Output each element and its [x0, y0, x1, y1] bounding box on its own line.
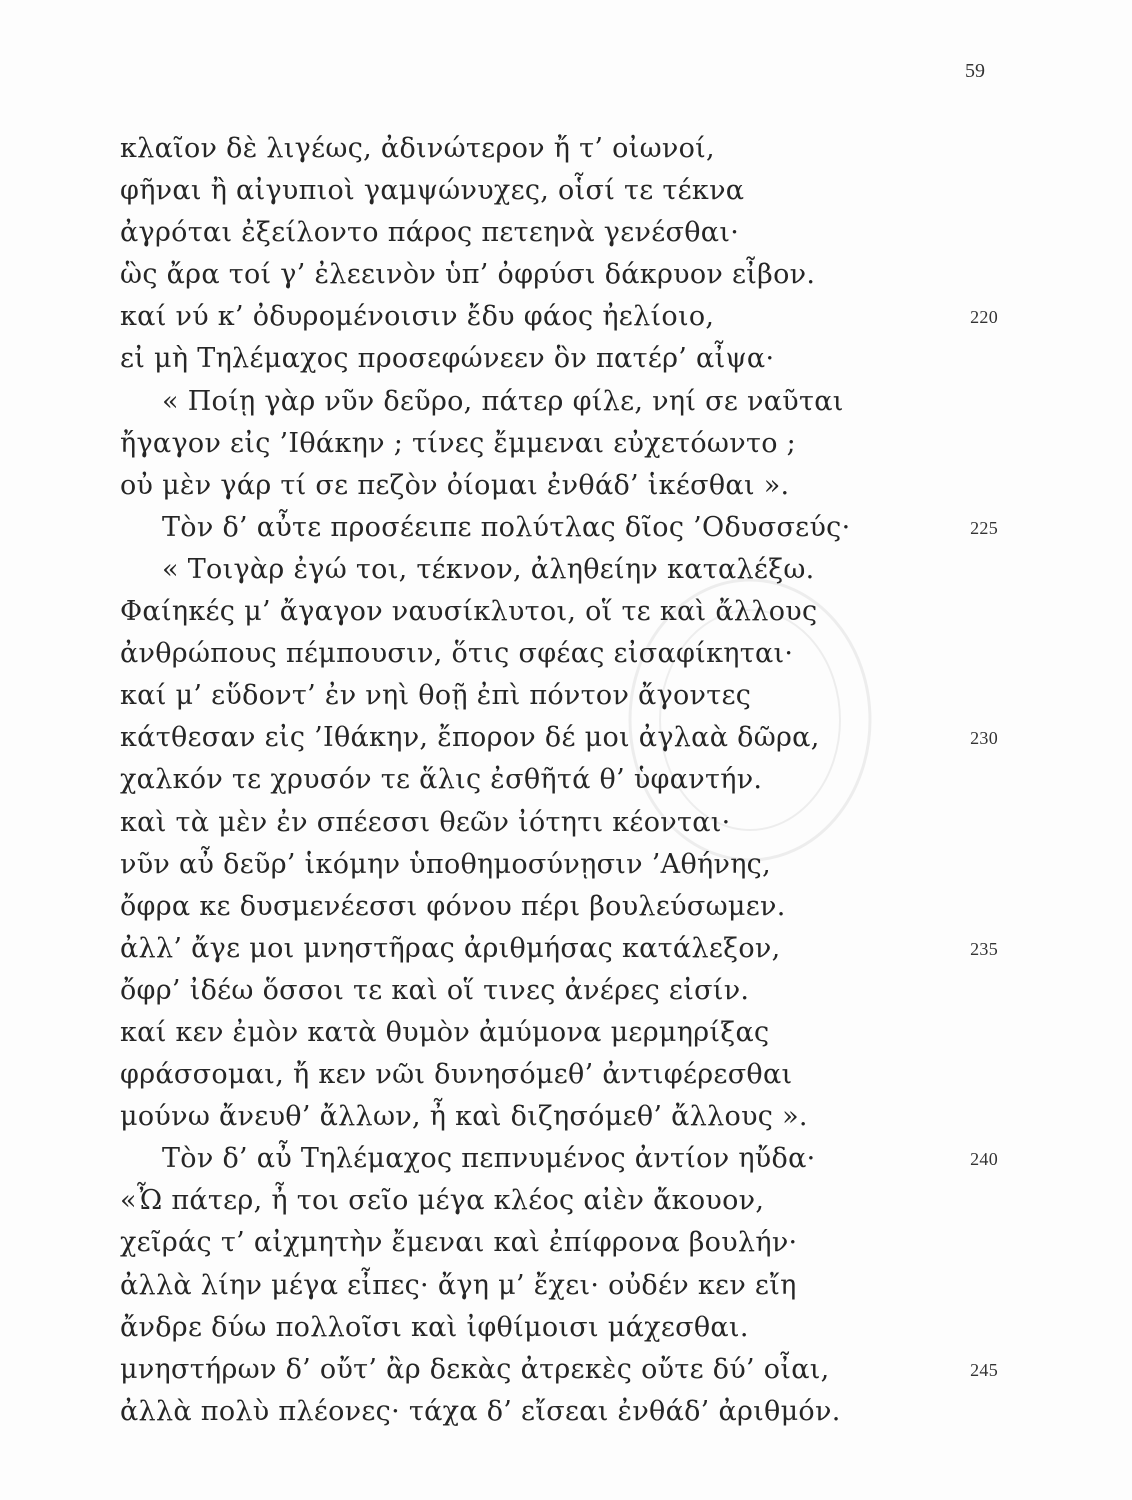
line-number: 220 — [970, 307, 998, 328]
verse-text: εἰ μὴ Τηλέμαχος προσεφώνεεν ὃν πατέρ’ αἶψα· — [120, 343, 775, 375]
verse-text: ἤγαγον εἰς ’Ιθάκην ; τίνες ἔμμεναι εὐχετόωντο ; — [120, 427, 797, 459]
verse-line — [120, 423, 1000, 465]
verse-line — [120, 1012, 1000, 1054]
verse-text: ἀλλ’ ἄγε μοι μνηστῆρας ἀριθμήσας κατάλεξον, — [120, 932, 781, 964]
verse-line — [120, 1054, 1000, 1096]
verse-line — [120, 633, 1000, 675]
verse-text: ἀγρόται ἐξείλοντο πάρος πετεηνὰ γενέσθαι· — [120, 217, 740, 249]
verse-text: ὄφρα κε δυσμενέεσσι φόνου πέρι βουλεύσωμεν. — [120, 890, 786, 922]
verse-line — [120, 675, 1000, 717]
verse-text: ὄφρ’ ἰδέω ὅσσοι τε καὶ οἵ τινες ἀνέρες εἰσίν. — [120, 974, 750, 1006]
verse-text: νῦν αὖ δεῦρ’ ἱκόμην ὑποθημοσύνῃσιν ’Αθήνης, — [120, 848, 771, 880]
verse-text: φράσσομαι, ἤ κεν νῶι δυνησόμεθ’ ἀντιφέρεσθαι — [120, 1059, 793, 1091]
verse-text: ἀλλὰ πολὺ πλέονες· τάχα δ’ εἴσεαι ἐνθάδ’ ἀριθμόν. — [120, 1395, 841, 1427]
verse-line — [120, 338, 1000, 380]
verse-line — [120, 212, 1000, 254]
verse-line — [120, 170, 1000, 212]
verse-text: κάτθεσαν εἰς ’Ιθάκην, ἔπορον δέ μοι ἀγλαὰ δῶρα, — [120, 722, 820, 754]
verse-line — [120, 844, 1000, 886]
verse-line — [120, 549, 1000, 591]
verse-text: καί νύ κ’ ὀδυρομένοισιν ἔδυ φάος ἠελίοιο, — [120, 301, 715, 333]
verse-text: Τὸν δ’ αὖ Τηλέμαχος πεπνυμένος ἀντίον ηὔδα· — [162, 1143, 816, 1175]
verse-block — [120, 128, 1000, 1433]
verse-line — [120, 970, 1000, 1012]
verse-text: καὶ τὰ μὲν ἐν σπέεσσι θεῶν ἰότητι κέονται· — [120, 806, 731, 838]
verse-line — [120, 1265, 1000, 1307]
verse-line — [120, 254, 1000, 296]
verse-text: ἀνθρώπους πέμπουσιν, ὅτις σφέας εἰσαφίκηται· — [120, 638, 794, 670]
verse-line — [120, 1222, 1000, 1264]
line-number: 240 — [970, 1149, 998, 1170]
verse-line — [120, 886, 1000, 928]
verse-text: χεῖράς τ’ αἰχμητὴν ἔμεναι καὶ ἐπίφρονα βουλήν· — [120, 1227, 798, 1259]
line-number: 235 — [970, 938, 998, 959]
verse-text: ἄνδρε δύω πολλοῖσι καὶ ἰφθίμοισι μάχεσθαι. — [120, 1311, 749, 1343]
verse-text: « Τοιγὰρ ἐγώ τοι, τέκνον, ἀληθείην καταλέξω. — [162, 553, 815, 585]
verse-text: ἀλλὰ λίην μέγα εἶπες· ἄγη μ’ ἔχει· οὐδέν κεν εἴη — [120, 1269, 797, 1301]
verse-line — [120, 296, 1000, 338]
verse-text: μούνω ἄνευθ’ ἄλλων, ἦ καὶ διζησόμεθ’ ἄλλους ». — [120, 1101, 808, 1133]
verse-line — [120, 1096, 1000, 1138]
verse-text: «Ὦ πάτερ, ἦ τοι σεῖο μέγα κλέος αἰὲν ἄκουον, — [120, 1185, 765, 1217]
line-number: 230 — [970, 728, 998, 749]
verse-line — [120, 465, 1000, 507]
verse-text: « Ποίῃ γὰρ νῦν δεῦρο, πάτερ φίλε, νηί σε ναῦται — [162, 385, 844, 417]
verse-text: Τὸν δ’ αὖτε προσέειπε πολύτλας δῖος ’Οδυσσεύς· — [162, 511, 851, 543]
line-number: 225 — [970, 517, 998, 538]
verse-line — [120, 1138, 1000, 1180]
verse-text: οὐ μὲν γάρ τί σε πεζὸν ὀίομαι ἐνθάδ’ ἱκέσθαι ». — [120, 469, 790, 501]
verse-text: καί μ’ εὕδοντ’ ἐν νηὶ θοῇ ἐπὶ πόντον ἄγοντες — [120, 680, 752, 712]
verse-text: μνηστήρων δ’ οὔτ’ ἂρ δεκὰς ἀτρεκὲς οὔτε δύ’ οἶαι, — [120, 1353, 830, 1385]
verse-text: φῆναι ἢ αἰγυπιοὶ γαμψώνυχες, οἷσί τε τέκνα — [120, 175, 745, 207]
verse-line — [120, 717, 1000, 759]
page-number: 59 — [965, 60, 985, 82]
verse-line — [120, 928, 1000, 970]
verse-line — [120, 507, 1000, 549]
verse-text: Φαίηκές μ’ ἄγαγον ναυσίκλυτοι, οἵ τε καὶ ἄλλους — [120, 596, 818, 628]
verse-text: καί κεν ἐμὸν κατὰ θυμὸν ἀμύμονα μερμηρίξας — [120, 1016, 770, 1048]
verse-text: χαλκόν τε χρυσόν τε ἅλις ἐσθῆτά θ’ ὑφαντήν. — [120, 764, 763, 796]
verse-line — [120, 1307, 1000, 1349]
verse-line — [120, 1180, 1000, 1222]
verse-line — [120, 381, 1000, 423]
verse-line — [120, 1391, 1000, 1433]
verse-line — [120, 591, 1000, 633]
verse-text: ὣς ἄρα τοί γ’ ἐλεεινὸν ὑπ’ ὀφρύσι δάκρυον εἶβον. — [120, 259, 816, 291]
verse-text: κλαῖον δὲ λιγέως, ἀδινώτερον ἤ τ’ οἰωνοί, — [120, 133, 715, 164]
verse-line — [120, 802, 1000, 844]
verse-line — [120, 128, 1000, 170]
line-number: 245 — [970, 1359, 998, 1380]
verse-line — [120, 1349, 1000, 1391]
verse-line — [120, 759, 1000, 801]
